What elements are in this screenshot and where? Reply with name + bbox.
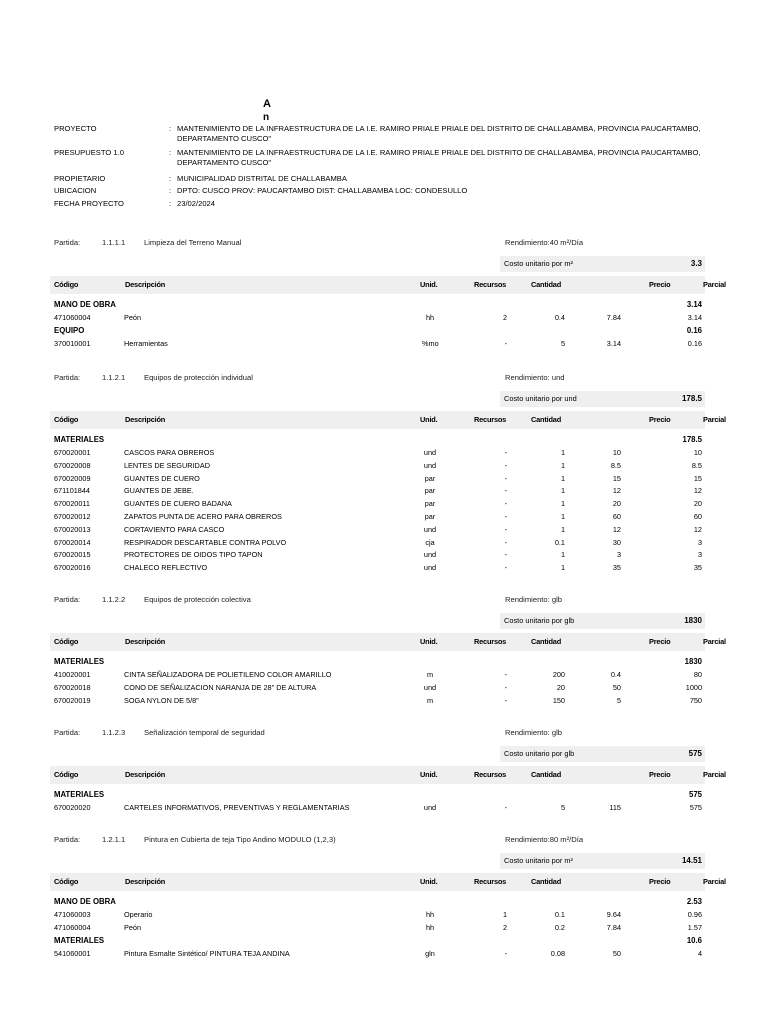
cell-quantity: 1 [560, 486, 565, 496]
cell-description: GUANTES DE JEBE. [124, 486, 194, 496]
cell-partial: 60 [693, 512, 702, 521]
cell-unit: gln [425, 948, 435, 958]
category-name: MANO DE OBRA [54, 897, 116, 906]
cell-unit: hh [425, 313, 435, 322]
cell-code: 471060004 [54, 313, 91, 322]
cell-code: 410020001 [54, 670, 91, 679]
cell-partial: 0.16 [687, 338, 702, 348]
cell-price: 115 [609, 803, 621, 812]
table-row [54, 485, 705, 496]
header-field-value: DPTO: CUSCO PROV: PAUCARTAMBO DIST: CHALLABAMBA LOC: CONDESULLO [177, 186, 468, 195]
category-name: MATERIALES [54, 657, 105, 666]
cell-resources: 2 [502, 313, 507, 322]
cell-unit: par [424, 512, 436, 521]
table-row [54, 562, 705, 573]
unit-cost-label: Costo unitario por und [504, 394, 577, 403]
cell-price: 12 [612, 486, 621, 496]
partida-description: Señalización temporal de seguridad [144, 728, 265, 737]
partida-rendimiento: Rendimiento:40 m²/Día [505, 238, 584, 247]
cell-partial: 1000 [685, 682, 702, 692]
cell-quantity: 1 [560, 563, 565, 573]
cell-code: 670020008 [54, 460, 91, 470]
category-total: 2.53 [686, 897, 702, 906]
cell-quantity: 1 [560, 550, 565, 560]
partida-rendimiento: Rendimiento: und [505, 373, 565, 382]
cell-resources: - [504, 537, 507, 547]
cell-partial: 12 [693, 486, 702, 496]
category-total: 178.5 [682, 435, 702, 444]
cell-description: Pintura Esmalte Sintético/ PINTURA TEJA ANDINA [124, 948, 290, 958]
column-header: Cantidad [531, 637, 562, 646]
cell-quantity: 20 [556, 682, 565, 692]
cell-resources: - [504, 512, 507, 521]
cell-unit: und [423, 550, 437, 560]
cell-resources: - [504, 473, 507, 483]
partida-description: Pintura en Cubierta de teja Tipo Andino MODULO (1,2,3) [144, 835, 336, 844]
header-field-value: 23/02/2024 [177, 199, 216, 208]
header-mark-top: A [263, 98, 271, 110]
partida-rendimiento: Rendimiento: glb [505, 728, 562, 737]
table-header [50, 873, 726, 891]
cell-price: 35 [612, 563, 621, 573]
cell-quantity: 1 [560, 460, 565, 470]
partida-row [54, 595, 714, 605]
table-row [54, 338, 705, 349]
partida-code: 1.2.1.1 [102, 835, 126, 844]
cell-description: CHALECO REFLECTIVO [124, 563, 208, 573]
cell-partial: 20 [693, 499, 702, 509]
partida-description: Limpieza del Terreno Manual [144, 238, 242, 247]
cell-code: 670020001 [54, 448, 91, 457]
partida-label: Partida: [54, 595, 81, 604]
cell-partial: 4 [697, 948, 702, 958]
category-name: EQUIPO [54, 325, 85, 335]
header-field-value: MUNICIPALIDAD DISTRITAL DE CHALLABAMBA [177, 174, 347, 183]
cell-description: Herramientas [124, 338, 168, 348]
cell-code: 670020009 [54, 473, 91, 483]
cell-description: CASCOS PARA OBREROS [124, 448, 215, 457]
table-row [54, 695, 705, 706]
unit-cost-bar [500, 256, 705, 272]
partida-label: Partida: [54, 373, 81, 382]
cell-resources: - [504, 682, 507, 692]
partida-code: 1.1.2.2 [102, 595, 126, 604]
category-name: MANO DE OBRA [54, 300, 116, 309]
unit-cost-bar [500, 746, 705, 762]
table-header [50, 276, 726, 294]
cell-quantity: 1 [560, 499, 565, 509]
cell-partial: 0.96 [687, 910, 702, 919]
cell-price: 3 [616, 550, 621, 560]
column-header: Descripción [125, 877, 166, 886]
partida-code: 1.1.1.1 [102, 238, 126, 247]
cell-code: 370010001 [54, 338, 91, 348]
table-header [50, 411, 726, 429]
table-row [54, 948, 705, 959]
column-header: Código [54, 637, 79, 646]
partida-description: Equipos de protección individual [144, 373, 253, 382]
table-row [54, 498, 705, 509]
column-header: Código [54, 415, 79, 424]
partida-label: Partida: [54, 835, 81, 844]
table-row [54, 802, 705, 813]
cell-description: ZAPATOS PUNTA DE ACERO PARA OBREROS [124, 512, 282, 521]
category-total: 575 [688, 790, 702, 799]
header-field-colon: : [169, 186, 172, 195]
partida-row [54, 373, 714, 383]
column-header: Unid. [420, 877, 438, 886]
cell-partial: 750 [689, 695, 702, 705]
cell-resources: 2 [502, 922, 507, 932]
cell-code: 670020013 [54, 524, 91, 534]
category-row [54, 325, 705, 336]
column-header: Unid. [420, 280, 438, 289]
category-name: MATERIALES [54, 435, 105, 444]
header-field-value: MANTENIMIENTO DE LA INFRAESTRUCTURA DE LA I.E. RAMIRO PRIALE PRIALE DEL DISTRITO DE CHALLABAMBA, PROVINCIA PAUCARTAMBO, DEPARTAMENTO CUSCO" [177, 148, 701, 167]
column-header: Parcial [703, 877, 726, 886]
column-header: Descripción [125, 415, 166, 424]
cell-partial: 3 [697, 537, 702, 547]
cell-price: 12 [612, 524, 621, 534]
cell-unit: m [426, 695, 434, 705]
cell-partial: 12 [693, 524, 702, 534]
cell-description: Peón [124, 922, 142, 932]
cell-price: 7.84 [606, 313, 621, 322]
partida-description: Equipos de protección colectiva [144, 595, 251, 604]
cell-code: 670020016 [54, 563, 91, 573]
header-field-label: FECHA PROYECTO [54, 199, 124, 208]
cell-code: 670020015 [54, 550, 91, 560]
table-row [54, 682, 705, 693]
column-header: Precio [649, 637, 671, 646]
cell-price: 3.14 [606, 338, 621, 348]
cell-resources: 1 [502, 910, 507, 919]
table-row [54, 909, 705, 920]
cell-resources: - [504, 499, 507, 509]
cell-resources: - [504, 460, 507, 470]
column-header: Precio [649, 415, 671, 424]
cell-quantity: 150 [552, 695, 565, 705]
cell-unit: und [423, 563, 437, 573]
cell-unit: hh [425, 922, 435, 932]
column-header: Cantidad [531, 280, 562, 289]
cell-unit: cja [425, 537, 435, 547]
cell-quantity: 5 [560, 803, 565, 812]
category-total: 10.6 [686, 935, 702, 945]
table-row [54, 473, 705, 484]
cell-unit: und [423, 524, 437, 534]
cell-price: 60 [612, 512, 621, 521]
category-total: 1830 [684, 657, 702, 666]
column-header: Unid. [420, 637, 438, 646]
cell-unit: und [423, 448, 437, 457]
cell-resources: - [504, 670, 507, 679]
cell-description: RESPIRADOR DESCARTABLE CONTRA POLVO [124, 537, 287, 547]
column-header: Unid. [420, 415, 438, 424]
cell-quantity: 200 [552, 670, 565, 679]
cell-description: CONO DE SEÑALIZACION NARANJA DE 28" DE ALTURA [124, 682, 317, 692]
cell-price: 10 [612, 448, 621, 457]
column-header: Parcial [703, 637, 726, 646]
cell-description: SOGA NYLON DE 5/8" [124, 695, 199, 705]
cell-price: 20 [612, 499, 621, 509]
cell-partial: 575 [689, 803, 702, 812]
cell-code: 671101844 [54, 486, 90, 496]
unit-cost-label: Costo unitario por glb [504, 749, 575, 758]
cell-quantity: 0.4 [554, 313, 565, 322]
cell-partial: 15 [693, 473, 702, 483]
header-field-value: MANTENIMIENTO DE LA INFRAESTRUCTURA DE LA I.E. RAMIRO PRIALE PRIALE DEL DISTRITO DE CHALLABAMBA, PROVINCIA PAUCARTAMBO, DEPARTAMENTO CUSCO" [177, 124, 701, 143]
column-header: Descripción [125, 280, 166, 289]
category-row [54, 299, 705, 310]
cell-resources: - [504, 550, 507, 560]
header-field-label: PROYECTO [54, 124, 97, 133]
cell-quantity: 5 [560, 338, 565, 348]
table-row [54, 922, 705, 933]
cell-partial: 3.14 [687, 313, 702, 322]
unit-cost-label: Costo unitario por glb [504, 616, 575, 625]
cell-price: 5 [616, 695, 621, 705]
table-row [54, 537, 705, 548]
header-field-label: PRESUPUESTO 1.0 [54, 148, 124, 157]
category-name: MATERIALES [54, 935, 105, 945]
unit-cost-label: Costo unitario por m² [504, 856, 574, 865]
cell-unit: par [424, 499, 436, 509]
cell-resources: - [504, 948, 507, 958]
column-header: Recursos [474, 877, 507, 886]
column-header: Descripción [125, 637, 166, 646]
cell-quantity: 0.1 [554, 910, 565, 919]
cell-unit: par [424, 486, 436, 496]
cell-price: 50 [612, 948, 621, 958]
table-row [54, 524, 705, 535]
table-row [54, 549, 705, 560]
column-header: Parcial [703, 280, 726, 289]
cell-resources: - [504, 563, 507, 573]
cell-code: 670020011 [54, 499, 90, 509]
column-header: Recursos [474, 415, 507, 424]
cell-quantity: 1 [560, 512, 565, 521]
table-header [50, 766, 726, 784]
unit-cost-label: Costo unitario por m² [504, 259, 574, 268]
cell-code: 670020012 [54, 512, 91, 521]
cell-resources: - [504, 803, 507, 812]
category-row [54, 935, 705, 946]
partida-row [54, 835, 714, 845]
column-header: Precio [649, 280, 671, 289]
cell-price: 8.5 [610, 460, 621, 470]
table-header [50, 633, 726, 651]
cell-partial: 1.57 [687, 922, 702, 932]
cell-resources: - [504, 695, 507, 705]
cell-description: Operario [124, 910, 153, 919]
partida-label: Partida: [54, 238, 81, 247]
column-header: Precio [649, 770, 671, 779]
cell-unit: hh [425, 910, 435, 919]
column-header: Cantidad [531, 415, 562, 424]
partida-row [54, 238, 714, 248]
column-header: Código [54, 280, 79, 289]
cell-quantity: 0.08 [550, 948, 565, 958]
partida-code: 1.1.2.3 [102, 728, 126, 737]
unit-cost-value: 1830 [684, 616, 702, 625]
category-row [54, 434, 705, 445]
cell-unit: und [423, 682, 437, 692]
cell-code: 471060003 [54, 910, 91, 919]
table-row [54, 669, 705, 680]
category-row [54, 789, 705, 800]
column-header: Recursos [474, 637, 507, 646]
column-header: Descripción [125, 770, 166, 779]
cell-quantity: 0.1 [554, 537, 565, 547]
cell-price: 7.84 [606, 922, 621, 932]
cell-resources: - [504, 486, 507, 496]
cell-price: 9.64 [606, 910, 621, 919]
partida-rendimiento: Rendimiento: glb [505, 595, 562, 604]
cell-description: PROTECTORES DE OIDOS TIPO TAPON [124, 550, 263, 560]
unit-cost-bar [500, 613, 705, 629]
cell-quantity: 0.2 [554, 922, 565, 932]
cell-unit: m [426, 670, 434, 679]
unit-cost-value: 3.3 [690, 259, 702, 268]
column-header: Parcial [703, 770, 726, 779]
unit-cost-bar [500, 391, 705, 407]
category-row [54, 656, 705, 667]
partida-code: 1.1.2.1 [102, 373, 126, 382]
cell-price: 0.4 [610, 670, 621, 679]
unit-cost-value: 575 [688, 749, 702, 758]
cell-quantity: 1 [560, 473, 565, 483]
cell-partial: 8.5 [691, 460, 702, 470]
cell-unit: und [423, 803, 437, 812]
cell-partial: 80 [693, 670, 702, 679]
cell-unit: und [423, 460, 437, 470]
cell-partial: 10 [693, 448, 702, 457]
column-header: Parcial [703, 415, 726, 424]
partida-label: Partida: [54, 728, 81, 737]
cell-partial: 35 [693, 563, 702, 573]
cell-resources: - [504, 524, 507, 534]
cell-code: 670020018 [54, 682, 91, 692]
column-header: Unid. [420, 770, 438, 779]
column-header: Cantidad [531, 877, 562, 886]
header-field-colon: : [169, 174, 172, 183]
cell-description: CORTAVIENTO PARA CASCO [124, 524, 225, 534]
cell-description: CARTELES INFORMATIVOS, PREVENTIVAS Y REGLAMENTARIAS [124, 803, 350, 812]
cell-quantity: 1 [560, 448, 565, 457]
partida-row [54, 728, 714, 738]
cell-unit: %mo [422, 338, 439, 348]
cell-resources: - [504, 448, 507, 457]
header-field-label: UBICACION [54, 186, 97, 195]
cell-description: Peón [124, 313, 142, 322]
column-header: Código [54, 770, 79, 779]
cell-code: 670020019 [54, 695, 91, 705]
cell-quantity: 1 [560, 524, 565, 534]
unit-cost-bar [500, 853, 705, 869]
category-total: 3.14 [686, 300, 702, 309]
column-header: Recursos [474, 280, 507, 289]
cell-price: 30 [612, 537, 621, 547]
unit-cost-value: 14.51 [681, 856, 702, 865]
cell-description: GUANTES DE CUERO [124, 473, 200, 483]
cell-price: 15 [612, 473, 621, 483]
category-name: MATERIALES [54, 790, 105, 799]
header-field-colon: : [169, 124, 172, 133]
table-row [54, 460, 705, 471]
cell-description: CINTA SEÑALIZADORA DE POLIETILENO COLOR AMARILLO [124, 670, 332, 679]
partida-rendimiento: Rendimiento:80 m²/Día [505, 835, 584, 844]
cell-code: 670020020 [54, 803, 91, 812]
cell-unit: par [424, 473, 436, 483]
cell-description: GUANTES DE CUERO BADANA [124, 499, 232, 509]
category-row [54, 896, 705, 907]
header-field-colon: : [169, 199, 172, 208]
column-header: Cantidad [531, 770, 562, 779]
cell-code: 471060004 [54, 922, 91, 932]
cell-resources: - [504, 338, 507, 348]
cell-code: 670020014 [54, 537, 91, 547]
table-row [54, 511, 705, 522]
cell-code: 541060001 [54, 948, 91, 958]
column-header: Código [54, 877, 79, 886]
header-field-colon: : [169, 148, 172, 157]
column-header: Precio [649, 877, 671, 886]
table-row [54, 447, 705, 458]
header-mark-bottom: n [263, 112, 270, 123]
cell-price: 50 [612, 682, 621, 692]
unit-cost-value: 178.5 [681, 394, 702, 403]
cell-partial: 3 [697, 550, 702, 560]
column-header: Recursos [474, 770, 507, 779]
cell-description: LENTES DE SEGURIDAD [124, 460, 210, 470]
table-row [54, 312, 705, 323]
category-total: 0.16 [686, 325, 702, 335]
header-field-label: PROPIETARIO [54, 174, 106, 183]
